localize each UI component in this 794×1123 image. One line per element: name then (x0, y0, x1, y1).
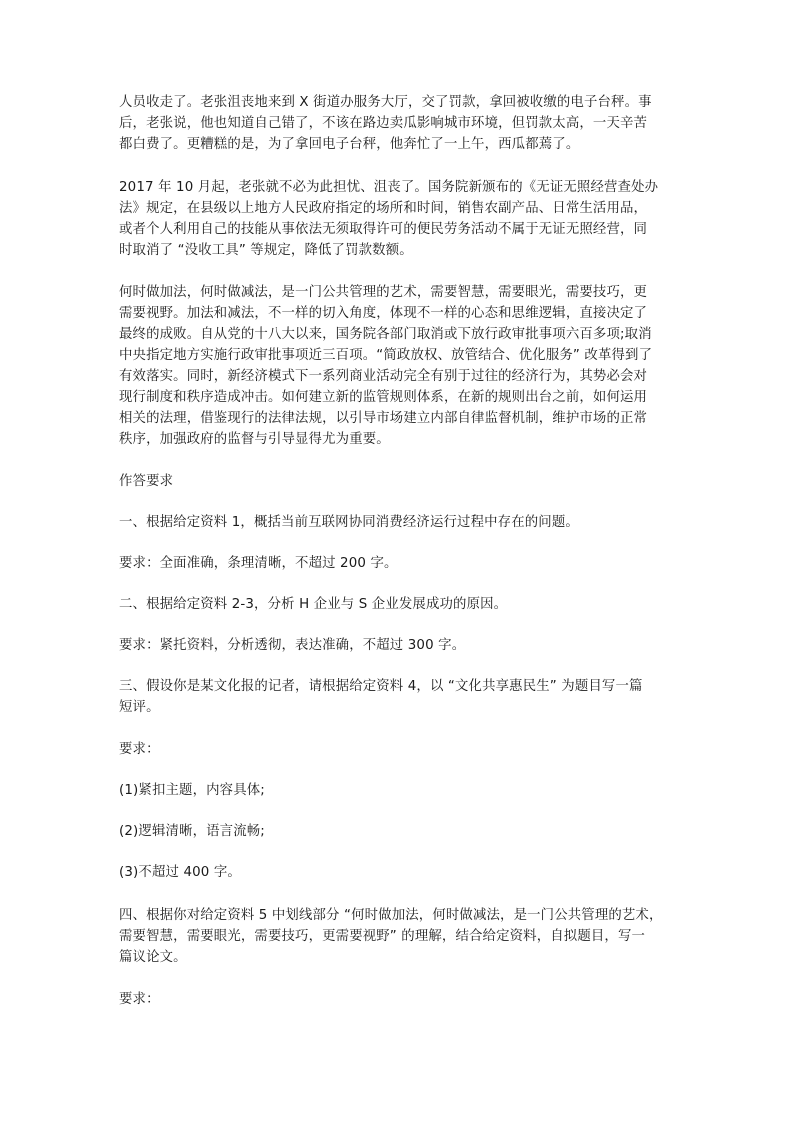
text-line: 需要视野。加法和减法，不一样的切入角度，体现不一样的心态和思维逻辑，直接决定了 (119, 306, 648, 321)
text-line: 人员收走了。老张沮丧地来到 X 街道办服务大厅，交了罚款，拿回被收缴的电子台秤。事 (119, 95, 652, 110)
text-line: 时取消了 “没收工具” 等规定，降低了罚款数额。 (119, 243, 413, 258)
question-3-requirement-label (119, 739, 679, 760)
question-text: 篇议论文。 (119, 950, 187, 965)
document-body (119, 92, 679, 1010)
requirement-item: (3)不超过 400 字。 (119, 865, 241, 880)
requirement-text: 要求：全面准确，条理清晰，不超过 200 字。 (119, 556, 398, 571)
question-4 (119, 905, 679, 968)
requirement-item-3 (119, 862, 679, 883)
text-line: 现行制度和秩序造成冲击。如何建立新的监管规则体系，在新的规则出台之前，如何运用 (119, 390, 648, 405)
text-line: 中央指定地方实施行政审批事项近三百项。“简政放权、放管结合、优化服务” 改革得到了 (119, 348, 653, 363)
text-line: 后，老张说，他也知道自己错了，不该在路边卖瓜影响城市环境，但罚款太高，一天辛苦 (119, 116, 648, 131)
requirement-text: 要求：紧托资料，分析透彻，表达准确，不超过 300 字。 (119, 638, 466, 653)
text-line: 秩序，加强政府的监督与引导显得尤为重要。 (119, 432, 390, 447)
text-line: 相关的法理，借鉴现行的法律法规，以引导市场建立内部自律监督机制，维护市场的正常 (119, 411, 648, 426)
question-text: 短评。 (119, 700, 160, 715)
section-heading-answer-requirements (119, 471, 679, 492)
question-text: 需要智慧，需要眼光，需要技巧，更需要视野” 的理解，结合给定资料，自拟题目，写一 (119, 929, 646, 944)
requirement-label: 要求： (119, 742, 160, 757)
text-line: 何时做加法，何时做减法，是一门公共管理的艺术，需要智慧，需要眼光，需要技巧，更 (119, 285, 648, 300)
question-text: 二、根据给定资料 2-3，分析 H 企业与 S 企业发展成功的原因。 (119, 597, 508, 612)
section-heading: 作答要求 (119, 474, 174, 489)
question-4-requirement-label (119, 989, 679, 1010)
question-1-requirement (119, 553, 679, 574)
text-line: 最终的成败。自从党的十八大以来，国务院各部门取消或下放行政审批事项六百多项;取消 (119, 327, 652, 342)
text-line: 或者个人利用自己的技能从事依法无须取得许可的便民劳务活动不属于无证无照经营，同 (119, 222, 648, 237)
requirement-item-1 (119, 780, 679, 801)
text-line: 2017 年 10 月起，老张就不必为此担忧、沮丧了。国务院新颁布的《无证无照经营查处办 (119, 180, 659, 195)
text-line: 法》规定，在县级以上地方人民政府指定的场所和时间，销售农副产品、日常生活用品， (119, 201, 648, 216)
question-1 (119, 512, 679, 533)
question-2 (119, 594, 679, 615)
question-3 (119, 676, 679, 718)
question-text: 一、根据给定资料 1，概括当前互联网协同消费经济运行过程中存在的问题。 (119, 515, 579, 530)
requirement-item: (1)紧扣主题，内容具体; (119, 783, 265, 798)
paragraph-new-regulation (119, 177, 679, 261)
question-2-requirement (119, 635, 679, 656)
paragraph-lao-zhang-fine (119, 92, 679, 155)
paragraph-addition-subtraction (119, 282, 679, 450)
text-line: 有效落实。同时，新经济模式下一系列商业活动完全有别于过往的经济行为，其势必会对 (119, 369, 648, 384)
requirement-label: 要求： (119, 992, 160, 1007)
requirement-item-2 (119, 821, 679, 842)
question-text: 三、假设你是某文化报的记者，请根据给定资料 4，以 “文化共享惠民生” 为题目写一篇 (119, 679, 643, 694)
requirement-item: (2)逻辑清晰，语言流畅; (119, 824, 265, 839)
text-line: 都白费了。更糟糕的是，为了拿回电子台秤，他奔忙了一上午，西瓜都蔫了。 (119, 137, 580, 152)
question-text: 四、根据你对给定资料 5 中划线部分 “何时做加法，何时做减法，是一门公共管理的艺术， (119, 908, 663, 923)
